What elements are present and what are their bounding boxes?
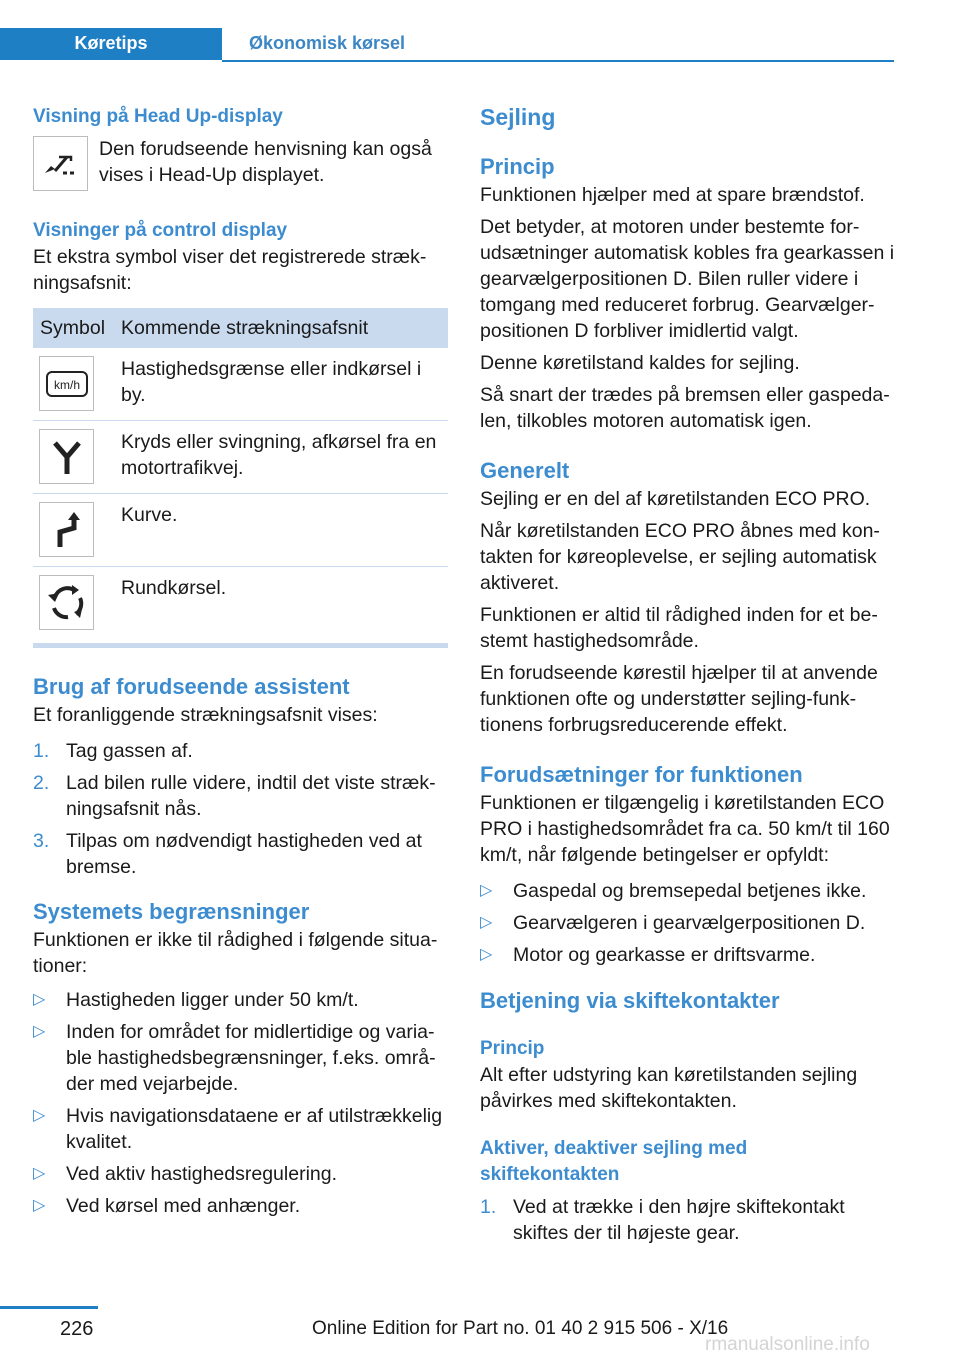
princip2-heading: Princip bbox=[480, 1038, 545, 1059]
list-item: ▷ Gearvælgeren i gearvælgerpositionen D. bbox=[480, 912, 866, 934]
head-up-display-icon bbox=[33, 136, 88, 191]
generelt-p1: Sejling er en del af køretilstanden ECO PRO. bbox=[480, 488, 871, 510]
aktiver-steps bbox=[480, 1194, 896, 1246]
sys-heading: Systemets begrænsninger bbox=[33, 899, 310, 924]
hud-text: Den forudseende henvisning kan også vises i Head-Up displayet. bbox=[99, 138, 432, 186]
princip2-text: Alt efter udstyring kan køretilstanden sejling påvirkes med skiftekontakten. bbox=[480, 1064, 858, 1112]
curve-icon bbox=[39, 502, 94, 557]
row-text: Rundkørsel. bbox=[121, 577, 227, 599]
table-row bbox=[33, 494, 448, 567]
svg-text:km/h: km/h bbox=[53, 377, 80, 392]
cd-heading: Visninger på control display bbox=[33, 220, 288, 241]
generelt-heading: Generelt bbox=[480, 458, 570, 483]
list-item: ▷ Hastigheden ligger under 50 km/t. bbox=[33, 989, 359, 1011]
fors-text: Funktionen er tilgængelig i køretilstanden ECO PRO i hastighedsområdet fra ca. 50 km/t til 160 km/t, når følgende betingelser er opfyldt: bbox=[480, 792, 890, 866]
sys-items bbox=[33, 987, 448, 1219]
right-column bbox=[480, 96, 896, 1252]
list-item: ▷ Ved aktiv hastighedsregulering. bbox=[33, 1163, 338, 1185]
col-section-header: Kommende strækningsafsnit bbox=[114, 308, 448, 348]
brug-steps bbox=[33, 738, 448, 880]
fors-heading: Forudsætninger for funktionen bbox=[480, 762, 803, 787]
aktiver-heading: Aktiver, deaktiver sejling med skiftekontakten bbox=[480, 1138, 748, 1185]
table-bottom-rule bbox=[33, 643, 448, 648]
footer-edition: Online Edition for Part no. 01 40 2 915 506 - X/16 bbox=[312, 1318, 729, 1339]
generelt-p4: En forudseende kørestil hjælper til at anvende funktionen ofte og understøtter sejling-funktionens forbrugsreducerende effekt. bbox=[480, 662, 878, 736]
brug-text: Et foranliggende strækningsafsnit vises: bbox=[33, 704, 378, 726]
sys-text: Funktionen er ikke til rådighed i følgende situationer: bbox=[33, 929, 438, 977]
symbol-table bbox=[33, 308, 448, 639]
list-item: ▷ Hvis navigationsdataene er af utilstrækkelig kvalitet. bbox=[33, 1105, 443, 1153]
col-symbol-header: Symbol bbox=[33, 308, 114, 348]
speed-limit-kmh-icon bbox=[39, 356, 94, 411]
table-row bbox=[33, 348, 448, 421]
princip-heading: Princip bbox=[480, 154, 555, 179]
list-item: 2. Lad bilen rulle videre, indtil det viste strækningsafsnit nås. bbox=[33, 772, 436, 820]
generelt-p2: Når køretilstanden ECO PRO åbnes med kontakten for køreoplevelse, er sejling automatisk aktiveret. bbox=[480, 520, 880, 594]
list-item: 1. Ved at trække i den højre skiftekontakt skiftes der til højeste gear. bbox=[480, 1196, 845, 1244]
princip-p2: Det betyder, at motoren under bestemte forudsætninger automatisk kobles fra gearkassen i gearvælgerpositionen D. Bilen ruller videre i tomgang med reduceret forbrug. Gearvælgerpositionen D forbliver imidlertid valgt. bbox=[480, 216, 895, 342]
table-header bbox=[33, 308, 448, 348]
list-item: ▷ Gaspedal og bremsepedal betjenes ikke. bbox=[480, 880, 867, 902]
tab-koeretips[interactable]: Køretips bbox=[0, 28, 222, 60]
row-text: Hastighedsgrænse eller indkørsel i by. bbox=[114, 348, 448, 421]
row-text: Kryds eller svingning, afkørsel fra en motortrafikvej. bbox=[114, 421, 448, 494]
princip-p4: Så snart der trædes på bremsen eller gaspedalen, tilkobles motoren automatisk igen. bbox=[480, 384, 890, 432]
cd-text: Et ekstra symbol viser det registrerede strækningsafsnit: bbox=[33, 246, 427, 294]
header-divider bbox=[222, 60, 894, 62]
junction-icon bbox=[39, 429, 94, 484]
page-number: 226 bbox=[60, 1318, 94, 1340]
table-row bbox=[33, 567, 448, 640]
table-row bbox=[33, 421, 448, 494]
list-item: 3. Tilpas om nødvendigt hastigheden ved at bremse. bbox=[33, 830, 422, 878]
fors-items bbox=[480, 878, 896, 968]
list-item: 1. Tag gassen af. bbox=[33, 740, 193, 762]
princip-p1: Funktionen hjælper med at spare brændstof. bbox=[480, 184, 865, 206]
list-item: ▷ Motor og gearkasse er driftsvarme. bbox=[480, 944, 816, 966]
betj-heading: Betjening via skiftekontakter bbox=[480, 988, 780, 1013]
generelt-p3: Funktionen er altid til rådighed inden for et bestemt hastighedsområde. bbox=[480, 604, 878, 652]
roundabout-icon bbox=[39, 575, 94, 630]
watermark: rmanualsonline.info bbox=[705, 1334, 870, 1355]
list-item: ▷ Inden for området for midlertidige og variable hastighedsbegrænsninger, f.eks. områder med vejarbejde. bbox=[33, 1021, 436, 1095]
tab-oekonomisk-koersel[interactable]: Økonomisk kørsel bbox=[248, 33, 406, 53]
hud-row bbox=[33, 136, 448, 191]
brug-heading: Brug af forudseende assistent bbox=[33, 674, 350, 699]
left-column bbox=[33, 96, 448, 1225]
row-text: Kurve. bbox=[114, 494, 448, 567]
list-item: ▷ Ved kørsel med anhænger. bbox=[33, 1195, 301, 1217]
princip-p3: Denne køretilstand kaldes for sejling. bbox=[480, 352, 800, 374]
footer-rule bbox=[0, 1306, 98, 1309]
hud-heading: Visning på Head Up-display bbox=[33, 106, 283, 127]
sejling-heading: Sejling bbox=[480, 104, 556, 130]
